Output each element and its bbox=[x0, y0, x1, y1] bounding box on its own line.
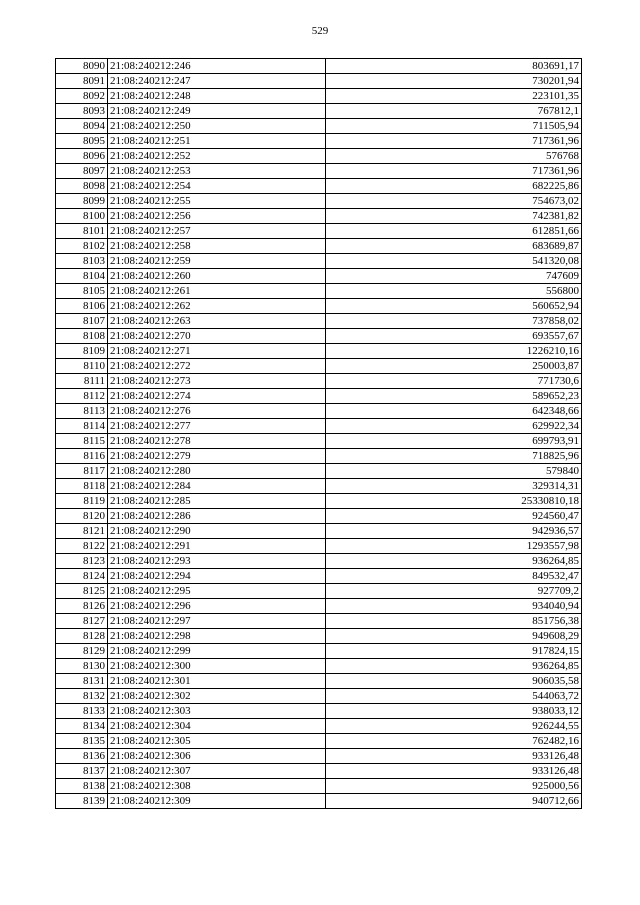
table-row bbox=[56, 779, 582, 794]
value-cell: 711505,94 bbox=[326, 119, 582, 134]
value-cell: 556800 bbox=[326, 284, 582, 299]
value-cell: 747609 bbox=[326, 269, 582, 284]
value-cell: 683689,87 bbox=[326, 239, 582, 254]
table-row bbox=[56, 359, 582, 374]
row-number-cell: 8111 bbox=[56, 374, 108, 389]
row-number-cell: 8112 bbox=[56, 389, 108, 404]
value-cell: 938033,12 bbox=[326, 704, 582, 719]
value-cell: 25330810,18 bbox=[326, 494, 582, 509]
row-number-cell: 8091 bbox=[56, 74, 108, 89]
cadastral-number-cell: 21:08:240212:250 bbox=[108, 119, 326, 134]
value-cell: 1226210,16 bbox=[326, 344, 582, 359]
cadastral-number-cell: 21:08:240212:308 bbox=[108, 779, 326, 794]
table-row bbox=[56, 404, 582, 419]
table-row bbox=[56, 239, 582, 254]
table-row bbox=[56, 74, 582, 89]
value-cell: 742381,82 bbox=[326, 209, 582, 224]
table-row bbox=[56, 554, 582, 569]
value-cell: 803691,17 bbox=[326, 59, 582, 74]
table-row bbox=[56, 644, 582, 659]
row-number-cell: 8104 bbox=[56, 269, 108, 284]
row-number-cell: 8133 bbox=[56, 704, 108, 719]
cadastral-number-cell: 21:08:240212:305 bbox=[108, 734, 326, 749]
cadastral-number-cell: 21:08:240212:291 bbox=[108, 539, 326, 554]
cadastral-number-cell: 21:08:240212:284 bbox=[108, 479, 326, 494]
value-cell: 949608,29 bbox=[326, 629, 582, 644]
cadastral-number-cell: 21:08:240212:307 bbox=[108, 764, 326, 779]
table-row bbox=[56, 734, 582, 749]
row-number-cell: 8129 bbox=[56, 644, 108, 659]
row-number-cell: 8093 bbox=[56, 104, 108, 119]
row-number-cell: 8121 bbox=[56, 524, 108, 539]
cadastral-number-cell: 21:08:240212:249 bbox=[108, 104, 326, 119]
row-number-cell: 8090 bbox=[56, 59, 108, 74]
table-row bbox=[56, 284, 582, 299]
cadastral-number-cell: 21:08:240212:253 bbox=[108, 164, 326, 179]
value-cell: 612851,66 bbox=[326, 224, 582, 239]
table-row bbox=[56, 314, 582, 329]
value-cell: 926244,55 bbox=[326, 719, 582, 734]
row-number-cell: 8106 bbox=[56, 299, 108, 314]
cadastral-number-cell: 21:08:240212:255 bbox=[108, 194, 326, 209]
value-cell: 754673,02 bbox=[326, 194, 582, 209]
value-cell: 560652,94 bbox=[326, 299, 582, 314]
table-row bbox=[56, 464, 582, 479]
cadastral-number-cell: 21:08:240212:271 bbox=[108, 344, 326, 359]
row-number-cell: 8135 bbox=[56, 734, 108, 749]
value-cell: 934040,94 bbox=[326, 599, 582, 614]
row-number-cell: 8117 bbox=[56, 464, 108, 479]
row-number-cell: 8097 bbox=[56, 164, 108, 179]
cadastral-number-cell: 21:08:240212:248 bbox=[108, 89, 326, 104]
value-cell: 767812,1 bbox=[326, 104, 582, 119]
cadastral-number-cell: 21:08:240212:273 bbox=[108, 374, 326, 389]
value-cell: 223101,35 bbox=[326, 89, 582, 104]
row-number-cell: 8122 bbox=[56, 539, 108, 554]
registry-table-body bbox=[56, 59, 582, 809]
table-row bbox=[56, 104, 582, 119]
table-row bbox=[56, 419, 582, 434]
value-cell: 851756,38 bbox=[326, 614, 582, 629]
table-row bbox=[56, 329, 582, 344]
cadastral-number-cell: 21:08:240212:278 bbox=[108, 434, 326, 449]
row-number-cell: 8102 bbox=[56, 239, 108, 254]
cadastral-number-cell: 21:08:240212:263 bbox=[108, 314, 326, 329]
table-row bbox=[56, 629, 582, 644]
value-cell: 693557,67 bbox=[326, 329, 582, 344]
cadastral-number-cell: 21:08:240212:304 bbox=[108, 719, 326, 734]
cadastral-number-cell: 21:08:240212:247 bbox=[108, 74, 326, 89]
row-number-cell: 8116 bbox=[56, 449, 108, 464]
row-number-cell: 8115 bbox=[56, 434, 108, 449]
table-row bbox=[56, 179, 582, 194]
table-row bbox=[56, 299, 582, 314]
table-row bbox=[56, 494, 582, 509]
table-row bbox=[56, 719, 582, 734]
row-number-cell: 8126 bbox=[56, 599, 108, 614]
value-cell: 718825,96 bbox=[326, 449, 582, 464]
table-row bbox=[56, 674, 582, 689]
row-number-cell: 8103 bbox=[56, 254, 108, 269]
row-number-cell: 8109 bbox=[56, 344, 108, 359]
row-number-cell: 8124 bbox=[56, 569, 108, 584]
value-cell: 642348,66 bbox=[326, 404, 582, 419]
row-number-cell: 8134 bbox=[56, 719, 108, 734]
row-number-cell: 8108 bbox=[56, 329, 108, 344]
value-cell: 917824,15 bbox=[326, 644, 582, 659]
value-cell: 1293557,98 bbox=[326, 539, 582, 554]
table-row bbox=[56, 569, 582, 584]
cadastral-number-cell: 21:08:240212:261 bbox=[108, 284, 326, 299]
cadastral-number-cell: 21:08:240212:309 bbox=[108, 794, 326, 809]
table-row bbox=[56, 344, 582, 359]
cadastral-number-cell: 21:08:240212:256 bbox=[108, 209, 326, 224]
table-row bbox=[56, 614, 582, 629]
value-cell: 924560,47 bbox=[326, 509, 582, 524]
cadastral-number-cell: 21:08:240212:297 bbox=[108, 614, 326, 629]
table-row bbox=[56, 59, 582, 74]
cadastral-number-cell: 21:08:240212:252 bbox=[108, 149, 326, 164]
cadastral-number-cell: 21:08:240212:254 bbox=[108, 179, 326, 194]
cadastral-number-cell: 21:08:240212:306 bbox=[108, 749, 326, 764]
table-row bbox=[56, 389, 582, 404]
cadastral-number-cell: 21:08:240212:270 bbox=[108, 329, 326, 344]
value-cell: 925000,56 bbox=[326, 779, 582, 794]
cadastral-number-cell: 21:08:240212:246 bbox=[108, 59, 326, 74]
value-cell: 717361,96 bbox=[326, 134, 582, 149]
row-number-cell: 8137 bbox=[56, 764, 108, 779]
page-number: 529 bbox=[311, 25, 329, 37]
cadastral-number-cell: 21:08:240212:294 bbox=[108, 569, 326, 584]
cadastral-number-cell: 21:08:240212:274 bbox=[108, 389, 326, 404]
cadastral-number-cell: 21:08:240212:251 bbox=[108, 134, 326, 149]
value-cell: 762482,16 bbox=[326, 734, 582, 749]
table-row bbox=[56, 434, 582, 449]
cadastral-number-cell: 21:08:240212:280 bbox=[108, 464, 326, 479]
cadastral-number-cell: 21:08:240212:290 bbox=[108, 524, 326, 539]
row-number-cell: 8095 bbox=[56, 134, 108, 149]
value-cell: 541320,08 bbox=[326, 254, 582, 269]
row-number-cell: 8120 bbox=[56, 509, 108, 524]
table-row bbox=[56, 119, 582, 134]
cadastral-number-cell: 21:08:240212:295 bbox=[108, 584, 326, 599]
registry-table bbox=[55, 58, 582, 809]
cadastral-number-cell: 21:08:240212:259 bbox=[108, 254, 326, 269]
cadastral-number-cell: 21:08:240212:286 bbox=[108, 509, 326, 524]
value-cell: 699793,91 bbox=[326, 434, 582, 449]
table-row bbox=[56, 584, 582, 599]
cadastral-number-cell: 21:08:240212:257 bbox=[108, 224, 326, 239]
table-row bbox=[56, 704, 582, 719]
table-row bbox=[56, 689, 582, 704]
cadastral-number-cell: 21:08:240212:301 bbox=[108, 674, 326, 689]
value-cell: 629922,34 bbox=[326, 419, 582, 434]
table-row bbox=[56, 374, 582, 389]
row-number-cell: 8123 bbox=[56, 554, 108, 569]
value-cell: 849532,47 bbox=[326, 569, 582, 584]
cadastral-number-cell: 21:08:240212:262 bbox=[108, 299, 326, 314]
cadastral-number-cell: 21:08:240212:302 bbox=[108, 689, 326, 704]
table-row bbox=[56, 659, 582, 674]
value-cell: 933126,48 bbox=[326, 749, 582, 764]
row-number-cell: 8118 bbox=[56, 479, 108, 494]
row-number-cell: 8101 bbox=[56, 224, 108, 239]
value-cell: 682225,86 bbox=[326, 179, 582, 194]
table-row bbox=[56, 599, 582, 614]
cadastral-number-cell: 21:08:240212:298 bbox=[108, 629, 326, 644]
cadastral-number-cell: 21:08:240212:293 bbox=[108, 554, 326, 569]
row-number-cell: 8136 bbox=[56, 749, 108, 764]
value-cell: 589652,23 bbox=[326, 389, 582, 404]
value-cell: 906035,58 bbox=[326, 674, 582, 689]
value-cell: 717361,96 bbox=[326, 164, 582, 179]
row-number-cell: 8131 bbox=[56, 674, 108, 689]
row-number-cell: 8096 bbox=[56, 149, 108, 164]
value-cell: 936264,85 bbox=[326, 554, 582, 569]
value-cell: 940712,66 bbox=[326, 794, 582, 809]
table-row bbox=[56, 479, 582, 494]
row-number-cell: 8119 bbox=[56, 494, 108, 509]
table-row bbox=[56, 254, 582, 269]
table-row bbox=[56, 164, 582, 179]
table-row bbox=[56, 539, 582, 554]
value-cell: 737858,02 bbox=[326, 314, 582, 329]
row-number-cell: 8110 bbox=[56, 359, 108, 374]
cadastral-number-cell: 21:08:240212:272 bbox=[108, 359, 326, 374]
value-cell: 933126,48 bbox=[326, 764, 582, 779]
row-number-cell: 8128 bbox=[56, 629, 108, 644]
cadastral-number-cell: 21:08:240212:303 bbox=[108, 704, 326, 719]
row-number-cell: 8100 bbox=[56, 209, 108, 224]
row-number-cell: 8138 bbox=[56, 779, 108, 794]
cadastral-number-cell: 21:08:240212:299 bbox=[108, 644, 326, 659]
table-row bbox=[56, 449, 582, 464]
table-row bbox=[56, 194, 582, 209]
row-number-cell: 8139 bbox=[56, 794, 108, 809]
value-cell: 771730,6 bbox=[326, 374, 582, 389]
value-cell: 329314,31 bbox=[326, 479, 582, 494]
table-row bbox=[56, 764, 582, 779]
value-cell: 936264,85 bbox=[326, 659, 582, 674]
table-row bbox=[56, 224, 582, 239]
value-cell: 730201,94 bbox=[326, 74, 582, 89]
table-row bbox=[56, 524, 582, 539]
table-row bbox=[56, 749, 582, 764]
cadastral-number-cell: 21:08:240212:277 bbox=[108, 419, 326, 434]
row-number-cell: 8125 bbox=[56, 584, 108, 599]
row-number-cell: 8114 bbox=[56, 419, 108, 434]
row-number-cell: 8113 bbox=[56, 404, 108, 419]
cadastral-number-cell: 21:08:240212:285 bbox=[108, 494, 326, 509]
cadastral-number-cell: 21:08:240212:276 bbox=[108, 404, 326, 419]
table-row bbox=[56, 209, 582, 224]
table-row bbox=[56, 269, 582, 284]
cadastral-number-cell: 21:08:240212:296 bbox=[108, 599, 326, 614]
table-row bbox=[56, 149, 582, 164]
value-cell: 942936,57 bbox=[326, 524, 582, 539]
value-cell: 927709,2 bbox=[326, 584, 582, 599]
row-number-cell: 8107 bbox=[56, 314, 108, 329]
table-row bbox=[56, 509, 582, 524]
row-number-cell: 8098 bbox=[56, 179, 108, 194]
cadastral-number-cell: 21:08:240212:279 bbox=[108, 449, 326, 464]
row-number-cell: 8130 bbox=[56, 659, 108, 674]
value-cell: 250003,87 bbox=[326, 359, 582, 374]
value-cell: 544063,72 bbox=[326, 689, 582, 704]
value-cell: 576768 bbox=[326, 149, 582, 164]
cadastral-number-cell: 21:08:240212:258 bbox=[108, 239, 326, 254]
row-number-cell: 8099 bbox=[56, 194, 108, 209]
table-row bbox=[56, 134, 582, 149]
cadastral-number-cell: 21:08:240212:260 bbox=[108, 269, 326, 284]
row-number-cell: 8094 bbox=[56, 119, 108, 134]
table-row bbox=[56, 89, 582, 104]
row-number-cell: 8092 bbox=[56, 89, 108, 104]
row-number-cell: 8127 bbox=[56, 614, 108, 629]
value-cell: 579840 bbox=[326, 464, 582, 479]
row-number-cell: 8105 bbox=[56, 284, 108, 299]
cadastral-number-cell: 21:08:240212:300 bbox=[108, 659, 326, 674]
row-number-cell: 8132 bbox=[56, 689, 108, 704]
table-row bbox=[56, 794, 582, 809]
